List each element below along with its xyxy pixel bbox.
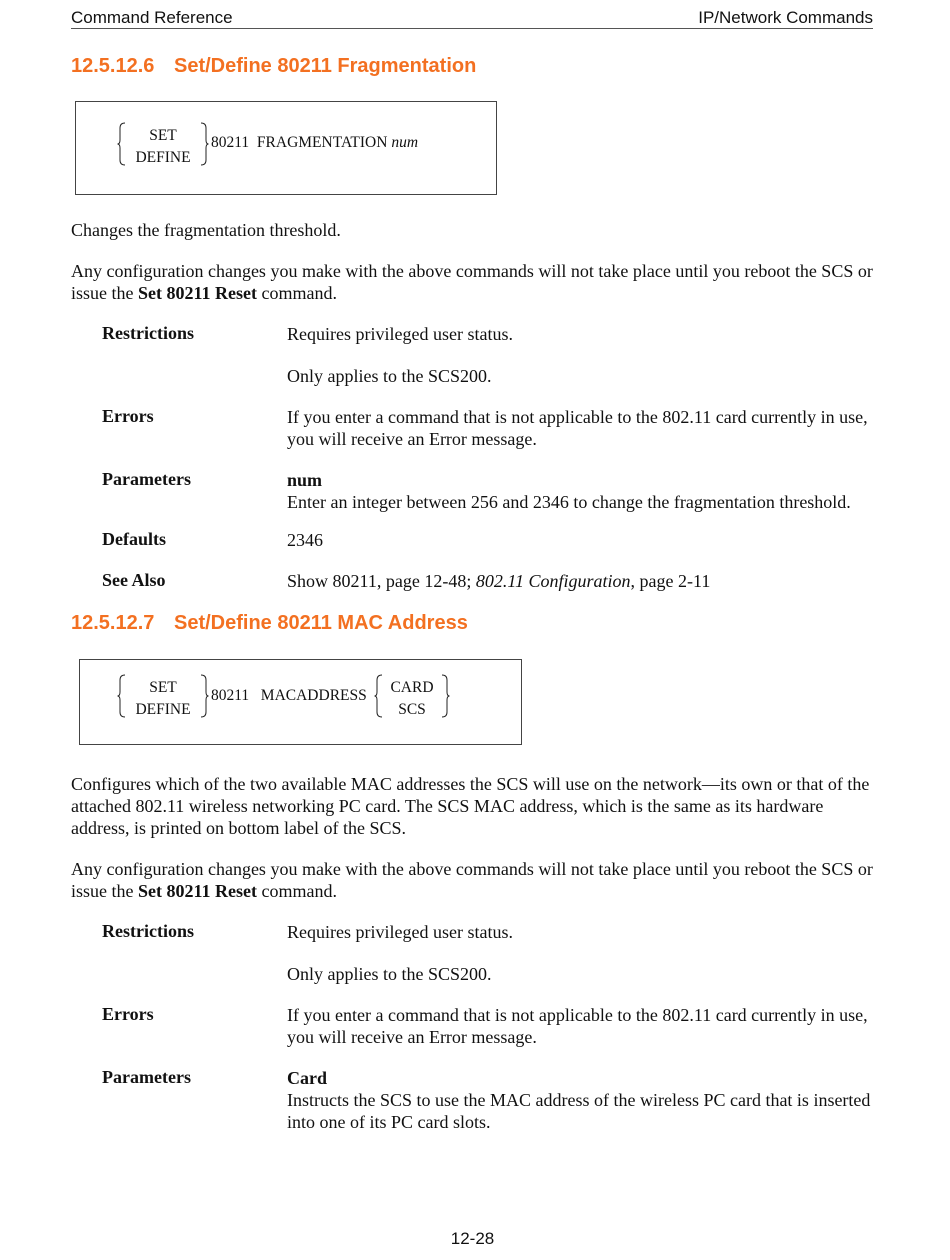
restrictions-line-2: Only applies to the SCS200.	[287, 366, 492, 386]
syntax-command: 80211 FRAGMENTATION num	[211, 134, 419, 151]
section-title: Set/Define 80211 MAC Address	[174, 612, 468, 634]
parameter-description: Enter an integer between 256 and 2346 to change the fragmentation threshold.	[287, 492, 851, 512]
section-heading-macaddress	[71, 612, 468, 635]
errors-label: Errors	[102, 406, 154, 426]
parameter-name: Card	[287, 1068, 327, 1088]
syntax-argument-scs: SCS	[398, 701, 426, 718]
parameters-label: Parameters	[102, 469, 191, 489]
defaults-label: Defaults	[102, 529, 166, 549]
syntax-option-set: SET	[149, 127, 177, 144]
page-number: 12-28	[450, 1229, 495, 1248]
restrictions-line-1: Requires privileged user status.	[287, 922, 513, 942]
header-left: Command Reference	[71, 8, 233, 27]
parameter-entry	[287, 1067, 877, 1133]
errors-text: If you enter a command that is not applicable to the 802.11 card currently in use, you will receive an Error message.	[287, 407, 868, 449]
section-title: Set/Define 80211 Fragmentation	[174, 55, 477, 77]
syntax-option-set: SET	[149, 679, 177, 696]
left-brace-icon	[117, 122, 127, 166]
restrictions-label: Restrictions	[102, 921, 194, 941]
note-fragmentation: Any configuration changes you make with the above commands will not take place until you reboot the SCS or issue the Set 80211 Reset command.	[71, 261, 873, 303]
syntax-box-fragmentation	[75, 101, 497, 195]
left-brace-icon	[117, 674, 127, 718]
see-also-text: Show 80211, page 12-48; 802.11 Configuration, page 2-11	[287, 571, 711, 591]
parameter-description: Instructs the SCS to use the MAC address of the wireless PC card that is inserted into one of its PC card slots.	[287, 1090, 871, 1132]
syntax-option-define: DEFINE	[135, 701, 191, 718]
section-heading-fragmentation	[71, 55, 476, 78]
syntax-option-define: DEFINE	[135, 149, 191, 166]
restrictions-label: Restrictions	[102, 323, 194, 343]
parameter-entry	[287, 469, 887, 513]
syntax-box-macaddress	[79, 659, 522, 745]
running-header	[71, 8, 873, 29]
right-brace-icon	[199, 122, 209, 166]
note-macaddress: Any configuration changes you make with the above commands will not take place until you reboot the SCS or issue the Set 80211 Reset command.	[71, 859, 873, 901]
syntax-argument-card: CARD	[390, 679, 434, 696]
restrictions-line-1: Requires privileged user status.	[287, 324, 513, 344]
section-number: 12.5.12.7	[71, 612, 155, 634]
parameter-name: num	[287, 470, 323, 490]
defaults-value: 2346	[287, 530, 323, 550]
syntax-command: 80211 MACADDRESS	[211, 687, 367, 704]
see-also-label: See Also	[102, 570, 166, 590]
syntax-argument: num	[391, 134, 419, 151]
errors-label: Errors	[102, 1004, 154, 1024]
description-macaddress: Configures which of the two available MAC addresses the SCS will use on the network—its own or that of the attached 802.11 wireless networking PC card. The SCS MAC address, which is the same as its hardware address, is printed on bottom label of the SCS.	[71, 774, 870, 838]
restrictions-line-2: Only applies to the SCS200.	[287, 964, 492, 984]
header-right: IP/Network Commands	[698, 8, 873, 27]
errors-text: If you enter a command that is not applicable to the 802.11 card currently in use, you will receive an Error message.	[287, 1005, 868, 1047]
parameters-label: Parameters	[102, 1067, 191, 1087]
description-fragmentation: Changes the fragmentation threshold.	[71, 220, 341, 240]
right-brace-icon	[199, 674, 209, 718]
section-number: 12.5.12.6	[71, 55, 155, 77]
right-brace-icon	[440, 674, 450, 718]
